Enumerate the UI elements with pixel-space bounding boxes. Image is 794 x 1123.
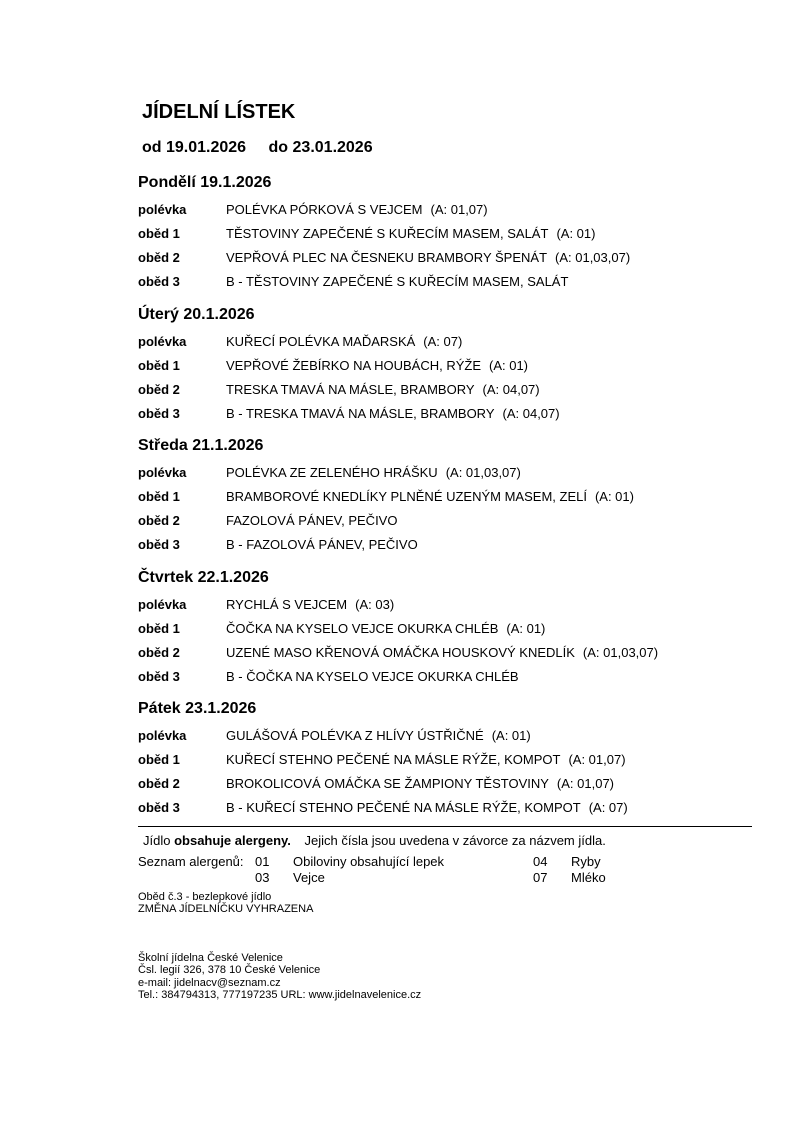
meal-label: polévka	[138, 202, 187, 217]
meal-label: oběd 2	[138, 513, 180, 528]
allergen-name: Vejce	[293, 870, 325, 885]
allergen-code: 01	[255, 854, 270, 869]
meal-row	[138, 202, 698, 220]
allergen-list-label: Seznam alergenů:	[138, 854, 244, 869]
meal-row	[138, 250, 698, 268]
meal-label: oběd 3	[138, 668, 180, 684]
meal-row	[138, 537, 698, 555]
meal-row	[138, 669, 698, 687]
footer-email: e-mail: jidelnacv@seznam.cz	[138, 977, 281, 989]
divider	[138, 826, 752, 827]
dish-name: GULÁŠOVÁ POLÉVKA Z HLÍVY ÚSTŘIČNÉ	[226, 728, 484, 743]
meal-dish	[226, 669, 527, 684]
menu-days	[138, 172, 698, 830]
footer-contact: Tel.: 384794313, 777197235 URL: www.jidelnavelenice.cz	[138, 989, 422, 1001]
day-title: Čtvrtek 22.1.2026	[138, 568, 269, 586]
meal-row	[138, 776, 698, 794]
dish-allergens: (A: 04,07)	[482, 381, 540, 397]
dish-name: UZENÉ MASO KŘENOVÁ OMÁČKA HOUSKOVÝ KNEDLÍK	[226, 644, 575, 660]
day-title: Pátek 23.1.2026	[138, 700, 257, 717]
dish-name: B - TĚSTOVINY ZAPEČENÉ S KUŘECÍM MASEM, SALÁT	[226, 274, 569, 289]
meal-row	[138, 334, 698, 352]
day-section	[138, 304, 698, 436]
meal-label: polévka	[138, 596, 187, 612]
dish-name: VEPŘOVÁ PLEC NA ČESNEKU BRAMBORY ŠPENÁT	[226, 250, 548, 265]
dish-name: POLÉVKA ZE ZELENÉHO HRÁŠKU	[226, 465, 438, 480]
dish-allergens: (A: 03)	[355, 596, 395, 612]
dish-allergens: (A: 01,07)	[556, 776, 615, 791]
date-range	[142, 139, 373, 157]
meal-dish	[226, 334, 462, 349]
meal-row	[138, 752, 698, 770]
dish-name: BRAMBOROVÉ KNEDLÍKY PLNĚNÉ UZENÝM MASEM, ZELÍ	[226, 489, 587, 504]
meal-label: oběd 2	[138, 250, 180, 265]
gluten-free-note: Oběd č.3 - bezlepkové jídlo	[138, 891, 272, 903]
allergen-note-bold: obsahuje alergeny.	[174, 833, 291, 848]
allergen-code: 07	[533, 870, 548, 885]
dish-name: B - TRESKA TMAVÁ NA MÁSLE, BRAMBORY	[226, 405, 495, 421]
allergen-list	[138, 854, 638, 886]
dish-allergens: (A: 01)	[594, 489, 634, 504]
meal-label: oběd 2	[138, 644, 180, 660]
day-title: Pondělí 19.1.2026	[138, 174, 272, 191]
meal-dish	[226, 489, 634, 504]
dish-name: B - FAZOLOVÁ PÁNEV, PEČIVO	[226, 537, 418, 552]
meal-dish	[226, 358, 528, 373]
meal-dish	[226, 226, 595, 241]
meal-row	[138, 226, 698, 244]
day-title: Úterý 20.1.2026	[138, 305, 255, 323]
allergen-name: Ryby	[571, 854, 601, 869]
meal-row	[138, 800, 698, 818]
meal-dish	[226, 597, 394, 612]
meal-label: oběd 3	[138, 405, 180, 421]
meal-label: oběd 2	[138, 381, 180, 397]
meal-row	[138, 489, 698, 507]
dish-allergens: (A: 01,03,07)	[582, 644, 659, 660]
meal-dish	[226, 776, 614, 791]
allergen-note	[143, 833, 606, 848]
meal-dish	[226, 728, 531, 743]
dish-allergens: (A: 07)	[423, 333, 463, 349]
dish-name: ČOČKA NA KYSELO VEJCE OKURKA CHLÉB	[226, 620, 499, 636]
meal-row	[138, 358, 698, 376]
meal-label: oběd 1	[138, 226, 180, 241]
meal-row	[138, 382, 698, 400]
day-section	[138, 567, 698, 699]
dish-name: RYCHLÁ S VEJCEM	[226, 596, 348, 612]
meal-dish	[226, 382, 540, 397]
day-section	[138, 435, 698, 567]
dish-name: TRESKA TMAVÁ NA MÁSLE, BRAMBORY	[226, 381, 475, 397]
meal-dish	[226, 406, 560, 421]
meal-dish	[226, 513, 405, 528]
allergen-name: Mléko	[571, 870, 606, 885]
dish-name: KUŘECÍ STEHNO PEČENÉ NA MÁSLE RÝŽE, KOMPOT	[226, 752, 561, 767]
dish-name: B - ČOČKA NA KYSELO VEJCE OKURKA CHLÉB	[226, 668, 519, 684]
footer-name: Školní jídelna České Velenice	[138, 952, 283, 964]
meal-label: polévka	[138, 728, 187, 743]
dish-allergens: (A: 01,03,07)	[445, 465, 521, 480]
meal-row	[138, 406, 698, 424]
meal-dish	[226, 752, 626, 767]
day-title: Středa 21.1.2026	[138, 437, 264, 454]
dish-allergens: (A: 01)	[556, 226, 596, 241]
meal-label: oběd 1	[138, 620, 180, 636]
allergen-code: 03	[255, 870, 270, 885]
meal-row	[138, 465, 698, 483]
meal-row	[138, 513, 698, 531]
meal-label: oběd 1	[138, 752, 180, 767]
meal-row	[138, 597, 698, 615]
meal-dish	[226, 645, 658, 660]
meal-label: oběd 1	[138, 357, 180, 373]
page-title: JÍDELNÍ LÍSTEK	[142, 101, 296, 123]
dish-name: KUŘECÍ POLÉVKA MAĎARSKÁ	[226, 333, 416, 349]
dish-allergens: (A: 01,07)	[430, 202, 488, 217]
meal-label: oběd 1	[138, 489, 180, 504]
meal-dish	[226, 202, 488, 217]
allergen-code: 04	[533, 854, 548, 869]
dish-allergens: (A: 01)	[506, 620, 546, 636]
meal-row	[138, 645, 698, 663]
date-from: od 19.01.2026	[142, 139, 247, 156]
meal-label: polévka	[138, 333, 187, 349]
allergen-note-rest: Jejich čísla jsou uvedena v závorce za názvem jídla.	[304, 833, 606, 848]
dish-allergens: (A: 01)	[491, 728, 531, 743]
dish-name: VEPŘOVÉ ŽEBÍRKO NA HOUBÁCH, RÝŽE	[226, 357, 481, 373]
meal-label: polévka	[138, 465, 187, 480]
meal-dish	[226, 274, 576, 289]
dish-name: FAZOLOVÁ PÁNEV, PEČIVO	[226, 513, 398, 528]
day-section	[138, 698, 698, 830]
allergen-name: Obiloviny obsahující lepek	[293, 854, 445, 869]
meal-row	[138, 728, 698, 746]
meal-row	[138, 274, 698, 292]
dish-name: POLÉVKA PÓRKOVÁ S VEJCEM	[226, 202, 423, 217]
day-section	[138, 172, 698, 304]
meal-dish	[226, 250, 630, 265]
change-note: ZMĚNA JÍDELNÍČKU VYHRAZENA	[138, 903, 314, 915]
meal-dish	[226, 537, 426, 552]
dish-allergens: (A: 01)	[489, 357, 529, 373]
dish-name: BROKOLICOVÁ OMÁČKA SE ŽAMPIONY TĚSTOVINY	[226, 776, 549, 791]
meal-label: oběd 3	[138, 537, 180, 552]
dish-allergens: (A: 04,07)	[502, 405, 560, 421]
footer-address: Čsl. legií 326, 378 10 České Velenice	[138, 964, 321, 976]
dish-allergens: (A: 01,03,07)	[555, 250, 631, 265]
meal-row	[138, 621, 698, 639]
meal-label: oběd 3	[138, 274, 180, 289]
allergen-note-prefix: Jídlo	[143, 833, 171, 848]
meal-dish	[226, 621, 545, 636]
dish-name: B - KUŘECÍ STEHNO PEČENÉ NA MÁSLE RÝŽE, KOMPOT	[226, 800, 581, 815]
dish-allergens: (A: 07)	[588, 800, 628, 815]
meal-dish	[226, 465, 521, 480]
dish-allergens: (A: 01,07)	[568, 752, 626, 767]
date-to: do 23.01.2026	[268, 139, 373, 156]
dish-name: TĚSTOVINY ZAPEČENÉ S KUŘECÍM MASEM, SALÁT	[226, 226, 549, 241]
meal-dish	[226, 800, 628, 815]
meal-label: oběd 2	[138, 776, 180, 791]
meal-label: oběd 3	[138, 800, 180, 815]
